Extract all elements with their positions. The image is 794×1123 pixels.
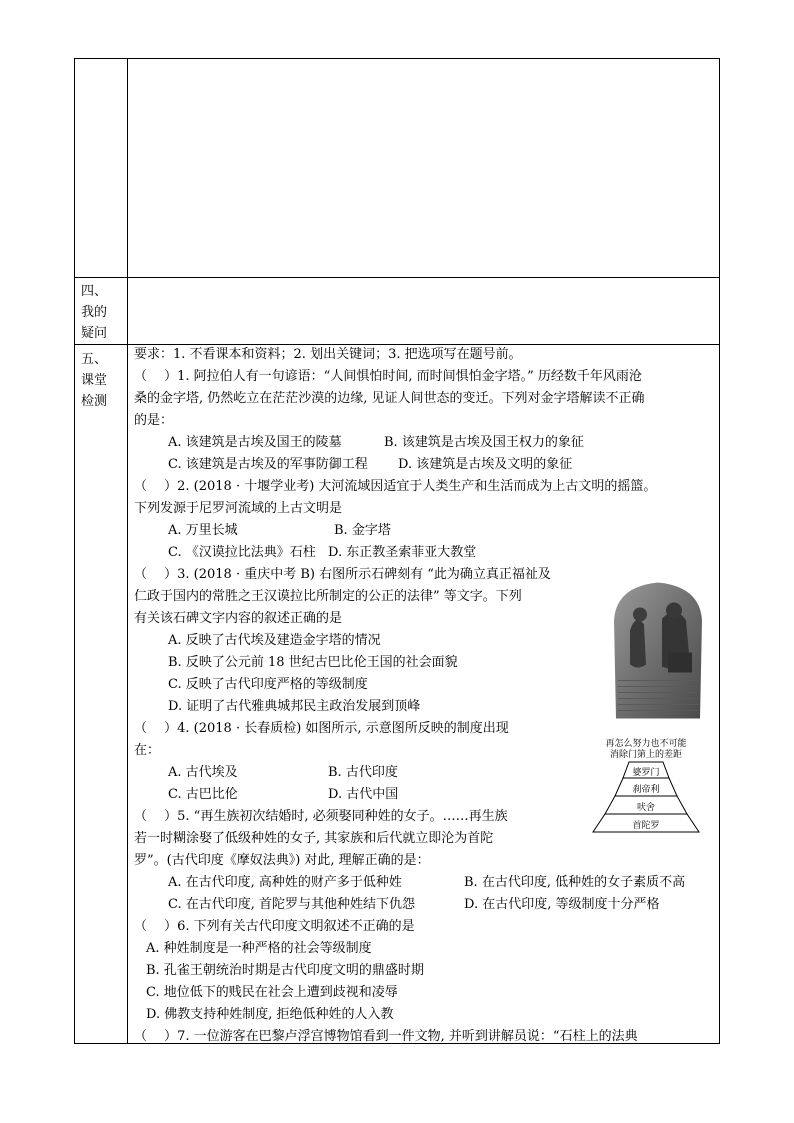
q2-option-c: C. 《汉谟拉比法典》石柱 [168, 545, 316, 560]
q3-option-b: B. 反映了公元前 18 世纪古巴比伦王国的社会面貌 [168, 655, 458, 670]
q3-option-c: C. 反映了古代印度严格的等级制度 [168, 677, 368, 692]
q5-line: 罗”。(古代印度《摩奴法典》) 对此, 理解正确的是： [134, 853, 430, 868]
q4-option-c: C. 古巴比伦 [168, 787, 238, 802]
pyramid-tier-3: 吠舍 [636, 803, 655, 813]
q5-line: 若一时糊涂娶了低级种姓的女子, 其家族和后代就立即沦为首陀 [134, 831, 494, 846]
q6-option-c: C. 地位低下的贱民在社会上遭到歧视和凌辱 [146, 985, 398, 1000]
q3-option-d: D. 证明了古代雅典城邦民主政治发展到顶峰 [168, 699, 421, 714]
q4-option-a: A. 古代埃及 [168, 765, 238, 780]
q1-option-c: C. 该建筑是古埃及的军事防御工程 [168, 457, 368, 472]
q2-line: （ ）2. (2018 · 十堰学业考) 大河流域因适宜于人类生产和生活而成为上古文明的摇篮。 [134, 479, 657, 494]
row5-label-line: 课堂 [81, 373, 108, 388]
q5-line: （ ）5. “再生族初次结婚时, 必须娶同种姓的女子。……再生族 [134, 809, 508, 824]
row5-label [81, 349, 125, 412]
q4-line: 在： [134, 743, 161, 758]
pyramid-caption-line2: 消除门第上的差距 [609, 750, 682, 760]
hammurabi-stele-image [610, 568, 706, 731]
q7-line: （ ）7. 一位游客在巴黎卢浮宫博物馆看到一件文物, 并听到讲解员说：“石柱上的法典 [134, 1029, 638, 1044]
row4-label [81, 281, 125, 344]
q5-option-d: D. 在古代印度, 等级制度十分严格 [464, 897, 660, 912]
row4-label-line: 疑问 [81, 326, 108, 341]
q1-line: （ ）1. 阿拉伯人有一句谚语：“人间惧怕时间, 而时间惧怕金字塔。” 历经数千年风雨沧 [134, 369, 642, 384]
q1-line: 桑的金字塔, 仍然屹立在茫茫沙漠的边缘, 见证人间世态的变迁。下列对金字塔解读不正确 [134, 391, 645, 406]
pyramid-tier-2: 刹帝利 [632, 785, 660, 795]
q2-option-b: B. 金字塔 [334, 523, 391, 538]
q3-line: 仁政于国内的常胜之王汉谟拉比所制定的公正的法律” 等文字。下列 [134, 589, 522, 604]
q4-option-b: B. 古代印度 [328, 765, 398, 780]
pyramid-tier-1: 婆罗门 [632, 768, 660, 778]
q3-line: 有关该石碑文字内容的叙述正确的是 [134, 611, 343, 626]
row5-label-line: 五、 [81, 352, 108, 367]
q5-option-b: B. 在古代印度, 低种姓的女子素质不高 [464, 875, 686, 890]
pyramid-caption-line1: 再怎么努力也不可能 [605, 739, 687, 749]
q5-option-a: A. 在古代印度, 高种姓的财产多于低种姓 [168, 875, 402, 890]
q6-option-d: D. 佛教支持种姓制度, 拒绝低种姓的人入教 [146, 1007, 394, 1022]
q2-option-d: D. 东正教圣索菲亚大教堂 [328, 545, 477, 560]
q1-line: 的是： [134, 413, 174, 428]
q2-line: 下列发源于尼罗河流域的上古文明是 [134, 501, 343, 516]
column-divider [127, 59, 128, 1043]
q2-option-a: A. 万里长城 [168, 523, 238, 538]
requirement-text: 要求：1. 不看课本和资料；2. 划出关键词；3. 把选项写在题号前。 [134, 347, 522, 362]
row5-label-line: 检测 [81, 394, 108, 409]
row4-label-line: 我的 [81, 305, 108, 320]
q3-option-a: A. 反映了古代埃及建造金字塔的情况 [168, 633, 381, 648]
q3-line: （ ）3. (2018 · 重庆中考 B) 右图所示石碑刻有 “此为确立真正福祉及 [134, 567, 551, 582]
row4-label-line: 四、 [81, 284, 108, 299]
q1-option-b: B. 该建筑是古埃及国王权力的象征 [384, 435, 584, 450]
q1-option-a: A. 该建筑是古埃及国王的陵墓 [168, 435, 342, 450]
pyramid-tier-4: 首陀罗 [632, 821, 660, 831]
q5-option-c: C. 在古代印度, 首陀罗与其他种姓结下仇怨 [168, 897, 416, 912]
q1-option-d: D. 该建筑是古埃及文明的象征 [398, 457, 573, 472]
caste-pyramid-diagram [577, 738, 715, 834]
q6-line: （ ）6. 下列有关古代印度文明叙述不正确的是 [134, 919, 415, 934]
q6-option-a: A. 种姓制度是一种严格的社会等级制度 [146, 941, 372, 956]
q4-option-d: D. 古代中国 [328, 787, 399, 802]
row-divider-3-4 [75, 277, 719, 278]
q6-option-b: B. 孔雀王朝统治时期是古代印度文明的鼎盛时期 [146, 963, 424, 978]
q4-line: （ ）4. (2018 · 长春质检) 如图所示, 示意图所反映的制度出现 [134, 721, 509, 736]
